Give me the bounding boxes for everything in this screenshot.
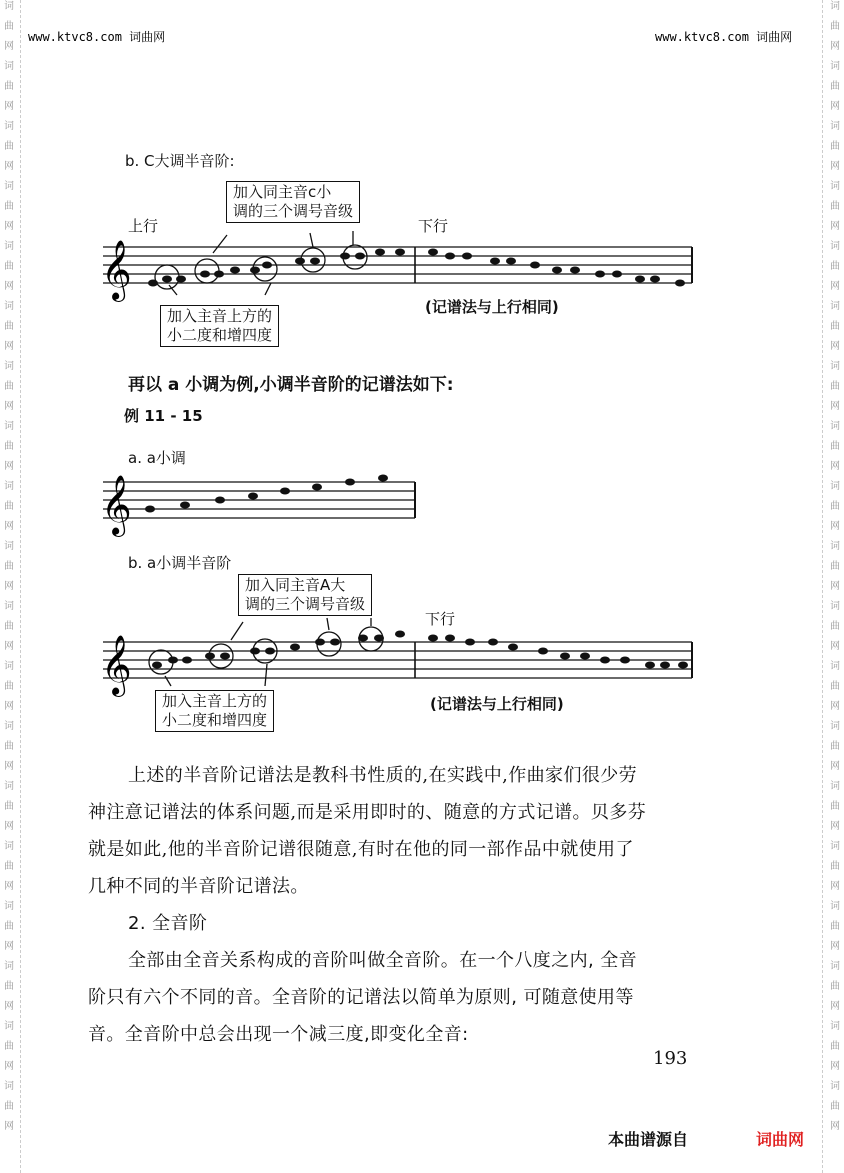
side-watermark-char: 网 <box>830 701 840 712</box>
side-watermark-char: 曲 <box>830 321 840 332</box>
side-watermark-char: 曲 <box>830 561 840 572</box>
side-watermark-char: 曲 <box>4 921 14 932</box>
side-watermark-char: 词 <box>4 121 14 132</box>
right-watermark-column <box>828 0 842 1173</box>
side-watermark-char: 曲 <box>830 921 840 932</box>
page-number: 193 <box>653 1048 688 1069</box>
ex1-descending-label: 下行 <box>418 217 449 235</box>
side-watermark-char: 词 <box>4 481 14 492</box>
watermark-right: www.ktvc8.com 词曲网 <box>655 30 793 44</box>
side-watermark-char: 曲 <box>830 801 840 812</box>
side-watermark-char: 词 <box>830 421 840 432</box>
ex1-ascending-label: 上行 <box>128 217 159 235</box>
side-watermark-char: 词 <box>830 1081 840 1092</box>
side-watermark-char: 曲 <box>4 681 14 692</box>
side-watermark-char: 词 <box>830 181 840 192</box>
side-watermark-char: 曲 <box>830 141 840 152</box>
side-watermark-char: 词 <box>4 661 14 672</box>
side-watermark-char: 词 <box>4 301 14 312</box>
ex2b-top-box <box>238 574 372 616</box>
side-watermark-char: 词 <box>4 601 14 612</box>
side-watermark-char: 曲 <box>4 441 14 452</box>
footer-source-text: 本曲谱源自 <box>608 1130 689 1149</box>
side-watermark-char: 网 <box>4 461 14 472</box>
side-watermark-char: 网 <box>830 641 840 652</box>
side-watermark-char: 网 <box>4 761 14 772</box>
ex1-staff <box>95 225 695 305</box>
side-watermark-char: 曲 <box>830 981 840 992</box>
side-watermark-char: 曲 <box>830 21 840 32</box>
side-watermark-char: 网 <box>4 101 14 112</box>
side-watermark-char: 网 <box>830 761 840 772</box>
side-watermark-char: 词 <box>830 61 840 72</box>
paragraph-line: 音。全音阶中总会出现一个减三度,即变化全音: <box>88 1024 469 1045</box>
side-watermark-char: 网 <box>4 281 14 292</box>
side-watermark-char: 词 <box>4 1021 14 1032</box>
side-watermark-char: 网 <box>4 1001 14 1012</box>
ex2a-label: a. a小调 <box>128 449 186 467</box>
intro-text: 再以 a 小调为例,小调半音阶的记谱法如下: <box>128 375 454 395</box>
ex2b-notation-note: (记谱法与上行相同) <box>430 695 564 713</box>
side-watermark-char: 词 <box>830 781 840 792</box>
side-watermark-char: 网 <box>830 41 840 52</box>
side-watermark-char: 曲 <box>830 741 840 752</box>
side-watermark-char: 曲 <box>4 801 14 812</box>
side-watermark-char: 词 <box>4 1081 14 1092</box>
ex1-bottom-box <box>160 305 279 347</box>
footer-logo[interactable]: 词曲网 <box>756 1130 805 1149</box>
paragraph-line: 全部由全音关系构成的音阶叫做全音阶。在一个八度之内, 全音 <box>128 950 638 971</box>
side-watermark-char: 词 <box>4 1 14 12</box>
side-watermark-char: 曲 <box>4 561 14 572</box>
treble-clef-icon: 𝄞 <box>101 475 132 535</box>
side-watermark-char: 网 <box>4 341 14 352</box>
side-watermark-char: 曲 <box>4 741 14 752</box>
ex2b-top-box-line1: 加入同主音A大 <box>245 576 346 594</box>
side-watermark-char: 词 <box>4 901 14 912</box>
paragraph-line: 上述的半音阶记谱法是教科书性质的,在实践中,作曲家们很少劳 <box>128 765 638 786</box>
example-number: 例 11 - 15 <box>124 407 203 425</box>
side-watermark-char: 曲 <box>830 621 840 632</box>
side-watermark-char: 词 <box>4 361 14 372</box>
ex1-bottom-box-line2: 小二度和增四度 <box>167 326 273 344</box>
side-watermark-char: 曲 <box>830 381 840 392</box>
section-heading: 2. 全音阶 <box>128 913 208 934</box>
side-watermark-char: 曲 <box>4 381 14 392</box>
side-watermark-char: 词 <box>830 961 840 972</box>
paragraph-line: 阶只有六个不同的音。全音阶的记谱法以简单为原则, 可随意使用等 <box>88 987 634 1008</box>
side-watermark-char: 网 <box>4 521 14 532</box>
side-watermark-char: 词 <box>4 241 14 252</box>
side-watermark-char: 曲 <box>4 321 14 332</box>
side-watermark-char: 词 <box>830 241 840 252</box>
left-margin-rule <box>20 0 21 1173</box>
treble-clef-icon: 𝄞 <box>101 635 132 695</box>
side-watermark-char: 曲 <box>830 861 840 872</box>
right-margin-rule <box>822 0 823 1173</box>
side-watermark-char: 网 <box>830 341 840 352</box>
side-watermark-char: 词 <box>830 301 840 312</box>
side-watermark-char: 网 <box>4 701 14 712</box>
side-watermark-char: 曲 <box>4 1101 14 1112</box>
side-watermark-char: 网 <box>830 101 840 112</box>
side-watermark-char: 网 <box>830 221 840 232</box>
side-watermark-char: 网 <box>4 161 14 172</box>
side-watermark-char: 词 <box>830 841 840 852</box>
side-watermark-char: 曲 <box>830 201 840 212</box>
side-watermark-char: 网 <box>830 821 840 832</box>
side-watermark-char: 网 <box>830 881 840 892</box>
side-watermark-char: 网 <box>4 581 14 592</box>
side-watermark-char: 曲 <box>830 1041 840 1052</box>
ex2a-staff <box>95 470 425 540</box>
side-watermark-char: 网 <box>4 821 14 832</box>
side-watermark-char: 词 <box>4 841 14 852</box>
ex2b-bottom-box-line1: 加入主音上方的 <box>162 692 268 710</box>
side-watermark-char: 曲 <box>4 141 14 152</box>
side-watermark-char: 网 <box>4 641 14 652</box>
ex1-top-box-line2: 调的三个调号音级 <box>233 202 354 220</box>
side-watermark-char: 词 <box>830 361 840 372</box>
side-watermark-char: 网 <box>4 881 14 892</box>
side-watermark-char: 曲 <box>4 861 14 872</box>
ex2b-bottom-box-line2: 小二度和增四度 <box>162 711 268 729</box>
side-watermark-char: 词 <box>4 541 14 552</box>
side-watermark-char: 词 <box>830 541 840 552</box>
side-watermark-char: 网 <box>4 1061 14 1072</box>
side-watermark-char: 网 <box>830 581 840 592</box>
side-watermark-char: 曲 <box>830 81 840 92</box>
side-watermark-char: 词 <box>830 121 840 132</box>
side-watermark-char: 曲 <box>4 981 14 992</box>
side-watermark-char: 词 <box>4 61 14 72</box>
ex2b-label: b. a小调半音阶 <box>128 554 232 572</box>
ex1-bottom-box-line1: 加入主音上方的 <box>167 307 273 325</box>
side-watermark-char: 曲 <box>4 81 14 92</box>
side-watermark-char: 词 <box>830 601 840 612</box>
left-watermark-column <box>2 0 16 1173</box>
side-watermark-char: 词 <box>4 781 14 792</box>
side-watermark-char: 曲 <box>830 501 840 512</box>
side-watermark-char: 词 <box>830 1 840 12</box>
side-watermark-char: 网 <box>830 1001 840 1012</box>
side-watermark-char: 词 <box>830 1021 840 1032</box>
treble-clef-icon: 𝄞 <box>101 240 132 300</box>
side-watermark-char: 曲 <box>4 21 14 32</box>
paragraph-line: 几种不同的半音阶记谱法。 <box>88 876 309 897</box>
ex2b-staff <box>95 620 695 700</box>
ex1-top-box-line1: 加入同主音c小 <box>233 183 332 201</box>
side-watermark-char: 曲 <box>4 621 14 632</box>
side-watermark-char: 网 <box>4 41 14 52</box>
side-watermark-char: 词 <box>830 721 840 732</box>
side-watermark-char: 网 <box>4 1121 14 1132</box>
side-watermark-char: 曲 <box>830 1101 840 1112</box>
side-watermark-char: 曲 <box>4 261 14 272</box>
ex2b-descending-label: 下行 <box>425 610 456 628</box>
side-watermark-char: 网 <box>830 1061 840 1072</box>
ex1-label: b. C大调半音阶: <box>125 152 235 170</box>
side-watermark-char: 词 <box>830 901 840 912</box>
side-watermark-char: 曲 <box>830 681 840 692</box>
side-watermark-char: 网 <box>830 161 840 172</box>
watermark-left: www.ktvc8.com 词曲网 <box>28 30 166 44</box>
side-watermark-char: 网 <box>4 221 14 232</box>
side-watermark-char: 曲 <box>4 1041 14 1052</box>
side-watermark-char: 网 <box>830 401 840 412</box>
side-watermark-char: 网 <box>830 281 840 292</box>
ex2b-top-box-line2: 调的三个调号音级 <box>245 595 366 613</box>
side-watermark-char: 词 <box>4 721 14 732</box>
paragraph-line: 神注意记谱法的体系问题,而是采用即时的、随意的方式记谱。贝多芬 <box>88 802 647 823</box>
ex2b-bottom-box <box>155 690 274 732</box>
paragraph-line: 就是如此,他的半音阶记谱很随意,有时在他的同一部作品中就使用了 <box>88 839 634 860</box>
ex1-notation-note: (记谱法与上行相同) <box>425 298 559 316</box>
side-watermark-char: 词 <box>830 661 840 672</box>
side-watermark-char: 网 <box>830 461 840 472</box>
side-watermark-char: 曲 <box>4 201 14 212</box>
side-watermark-char: 词 <box>4 421 14 432</box>
side-watermark-char: 网 <box>4 401 14 412</box>
side-watermark-char: 词 <box>4 181 14 192</box>
side-watermark-char: 曲 <box>830 441 840 452</box>
side-watermark-char: 词 <box>830 481 840 492</box>
side-watermark-char: 网 <box>830 521 840 532</box>
side-watermark-char: 曲 <box>4 501 14 512</box>
side-watermark-char: 词 <box>4 961 14 972</box>
ex1-top-box <box>226 181 360 223</box>
side-watermark-char: 曲 <box>830 261 840 272</box>
side-watermark-char: 网 <box>830 1121 840 1132</box>
side-watermark-char: 网 <box>4 941 14 952</box>
side-watermark-char: 网 <box>830 941 840 952</box>
